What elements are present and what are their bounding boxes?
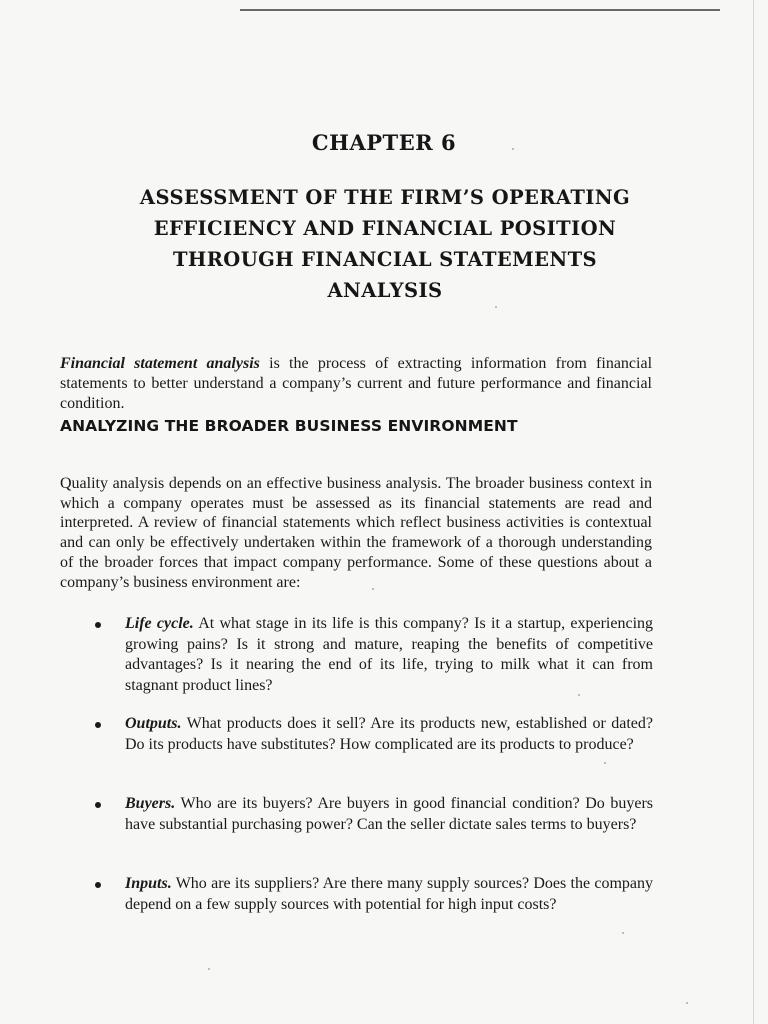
bullet-icon [95,802,101,808]
chapter-label: CHAPTER 6 [311,130,457,155]
intro-text: is the process of extracting information from financial statements to better understand a company’s current and future performance and financial condition. [60,355,653,412]
bullet-term: Life cycle. [125,615,194,632]
bullet-term: Inputs. [125,875,172,892]
bullet-text [125,874,653,915]
intro-paragraph [60,354,652,414]
bullet-body: Who are its suppliers? Are there many supply sources? Does the company depend on a few supply sources with potential for high input costs? [125,875,653,913]
bullet-text [125,794,653,835]
scan-speck [604,762,606,764]
scan-speck [686,1002,688,1004]
chapter-title [40,182,730,306]
bullet-body: Who are its buyers? Are buyers in good financial condition? Do buyers have substantial purchasing power? Can the seller dictate sales terms to buyers? [125,795,653,833]
intro-term: Financial statement analysis [60,355,260,372]
bullet-body: At what stage in its life is this company? Is it a startup, experiencing growing pains? Is it strong and mature, reaping the benefits of competitive advantages? Is it nearing the end of its life, trying to milk what it can from stagnant product lines? [125,615,654,694]
bullet-icon [95,882,101,888]
bullet-icon [95,722,101,728]
bullet-term: Outputs. [125,715,182,732]
scan-speck [208,968,210,970]
bullet-text [125,714,653,755]
top-rule [240,9,720,11]
bullet-text [125,614,653,696]
chapter-title-line: THROUGH FINANCIAL STATEMENTS [172,248,598,271]
bullet-body: What products does it sell? Are its products new, established or dated? Do its products have substitutes? How complicated are its products to produce? [125,715,653,753]
chapter-title-line: ASSESSMENT OF THE FIRM’S OPERATING [139,186,631,209]
scan-speck [512,148,514,150]
bullet-icon [95,622,101,628]
scan-speck [372,588,374,590]
chapter-title-line: EFFICIENCY AND FINANCIAL POSITION [153,217,617,240]
section-paragraph: Quality analysis depends on an effective business analysis. The broader business context in which a company operates must be assessed as its financial statements are read and interpreted. A review of financial statements which reflect business activities is contextual and can only be effectively undertaken within the framework of a thorough understanding of the broader forces that impact company performance. Some of these questions about a company’s business environment are: [60,475,652,591]
bullet-term: Buyers. [125,795,176,812]
chapter-title-line: ANALYSIS [327,279,443,302]
scan-speck [622,932,624,934]
scan-speck [495,306,497,308]
scan-speck [578,694,580,696]
section-heading: ANALYZING THE BROADER BUSINESS ENVIRONMENT [60,417,518,435]
